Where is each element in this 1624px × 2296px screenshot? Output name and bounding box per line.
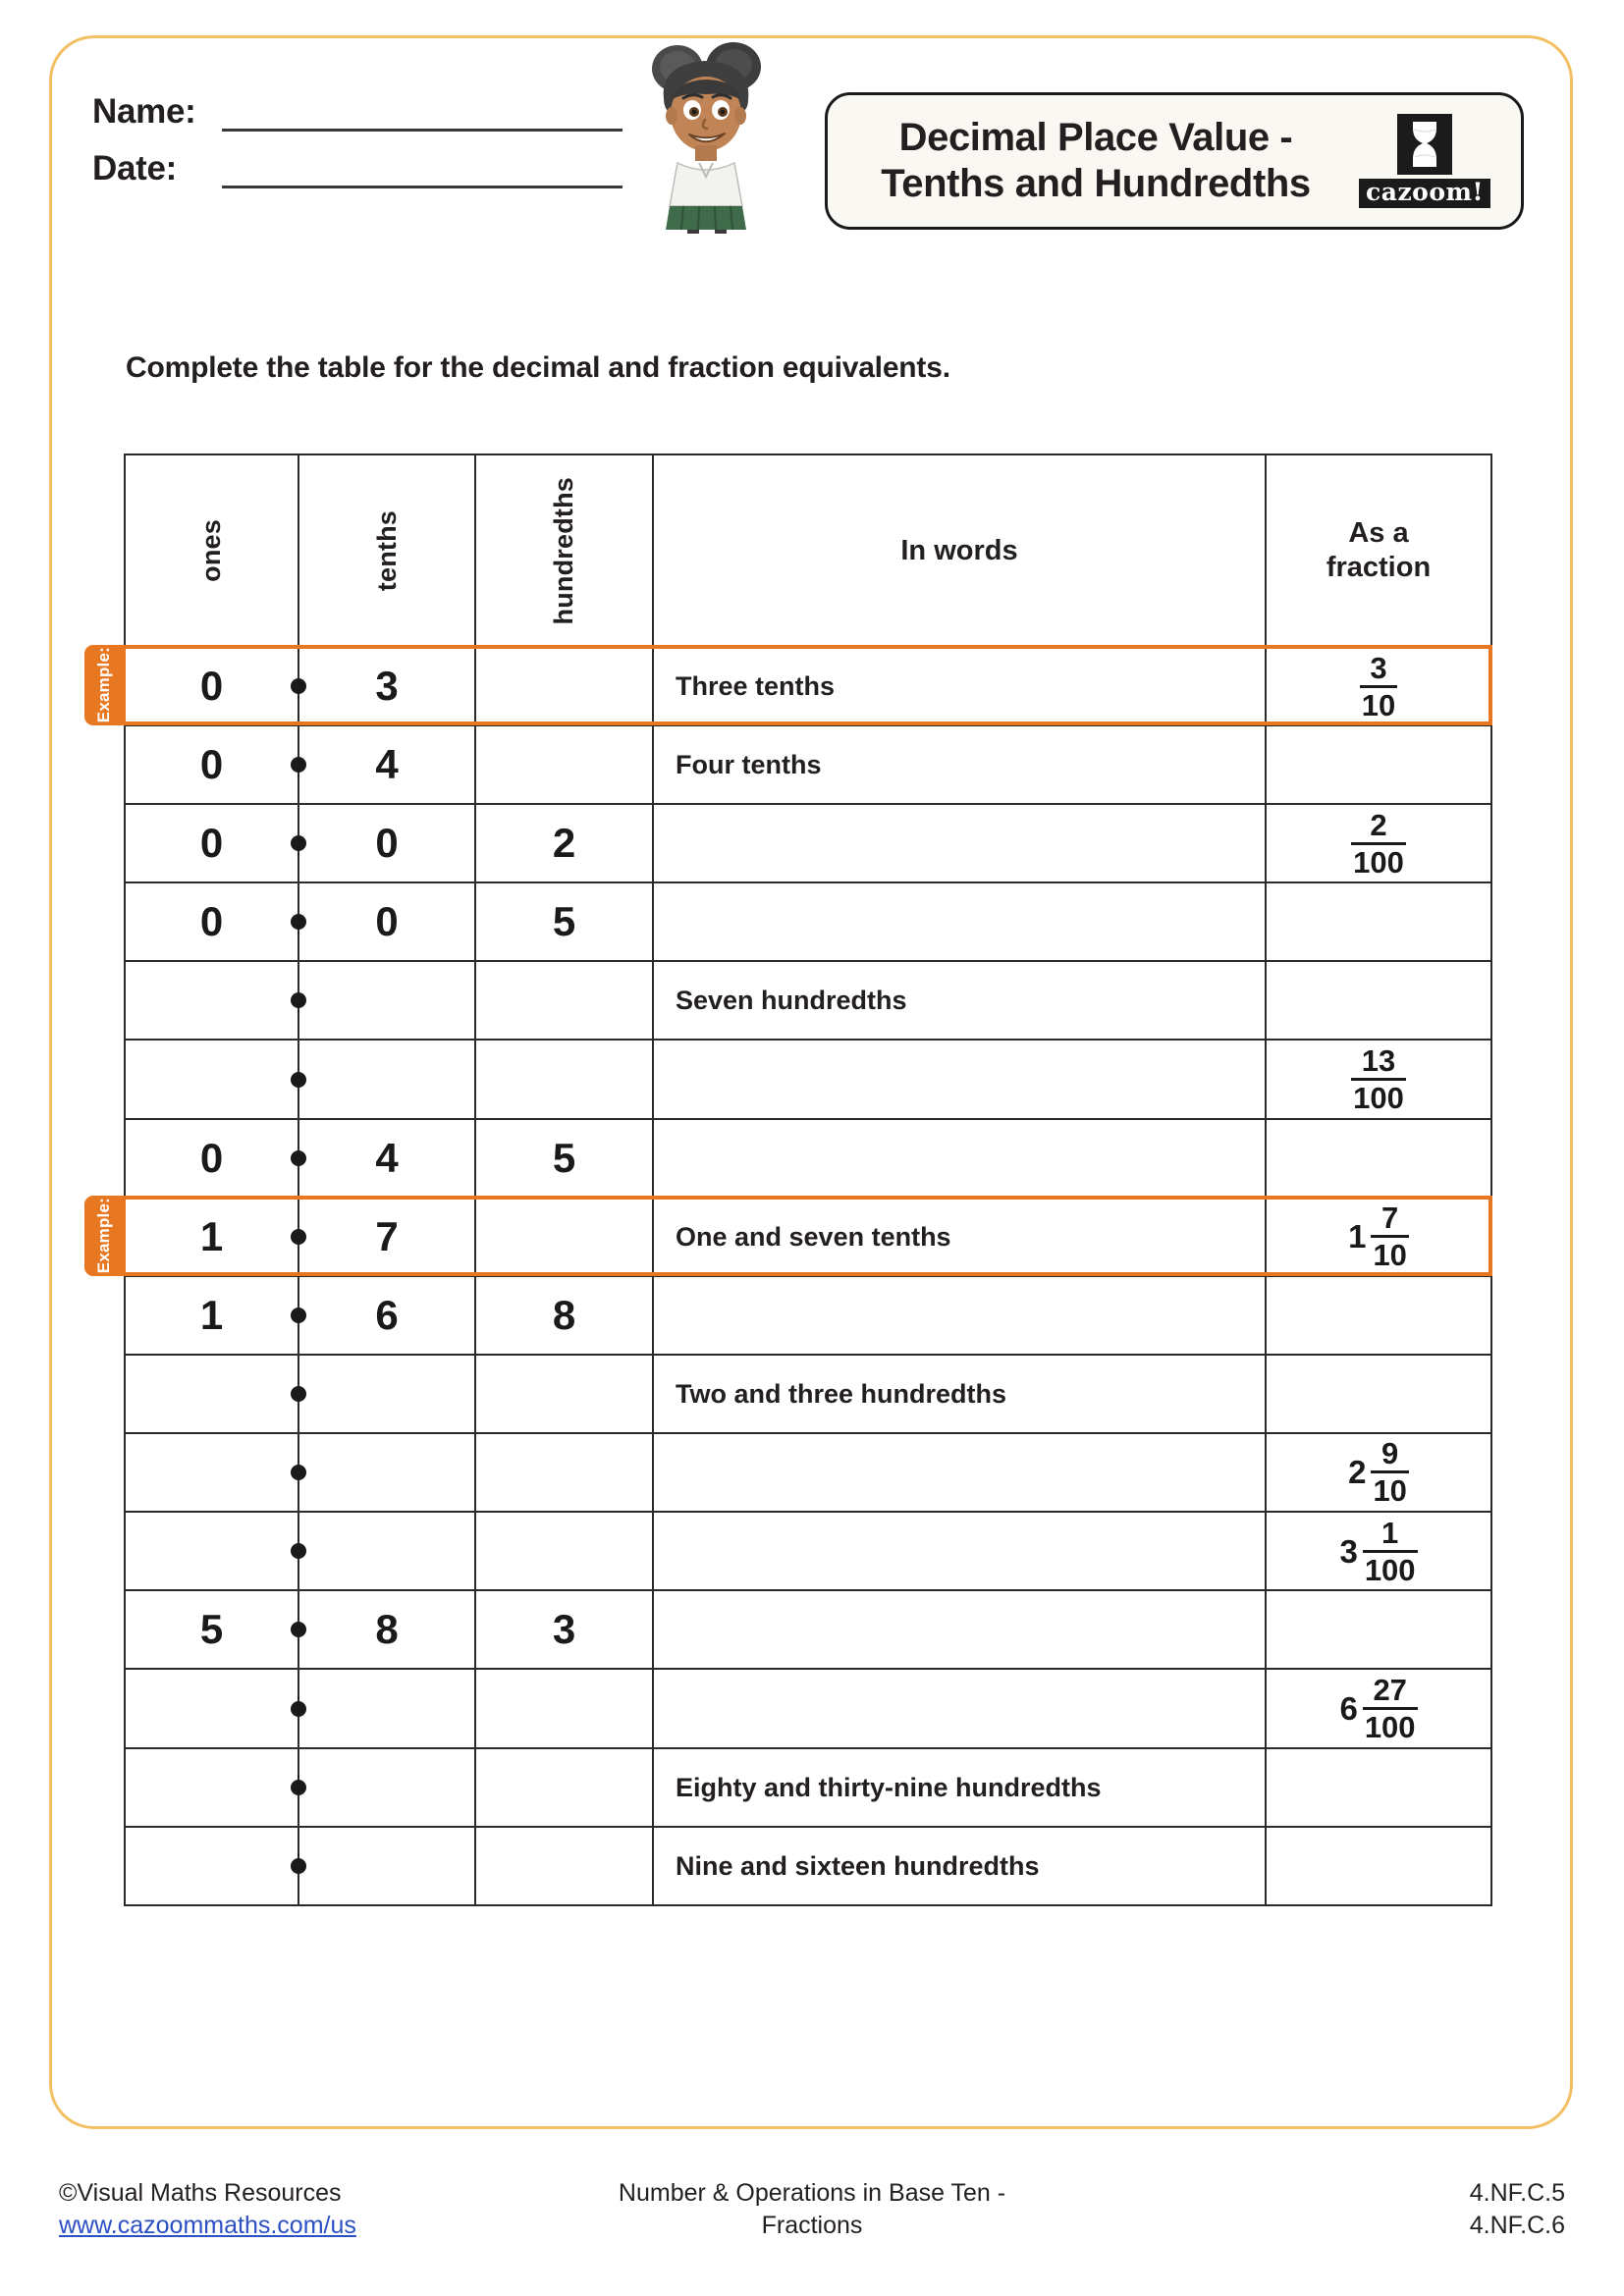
fraction-box: [1351, 805, 1406, 881]
cell-in-words[interactable]: [653, 1512, 1266, 1590]
cell-ones[interactable]: [125, 1590, 298, 1669]
cell-ones[interactable]: [125, 1748, 298, 1827]
table-row: [125, 1198, 1491, 1276]
fraction-denominator: 100: [1364, 1552, 1416, 1587]
hundredths-digit: 5: [552, 898, 576, 945]
fraction-value: [1267, 1434, 1490, 1511]
cell-hundredths[interactable]: [475, 1827, 653, 1905]
place-value-table: [124, 454, 1492, 1906]
cell-as-fraction[interactable]: [1266, 725, 1491, 804]
cell-in-words[interactable]: [653, 1119, 1266, 1198]
cell-ones[interactable]: [125, 647, 298, 725]
hundredths-digit: 3: [552, 1606, 576, 1653]
fraction-box: [1339, 1513, 1417, 1589]
ones-digit: 1: [199, 1212, 224, 1259]
decimal-point-icon: [291, 1386, 306, 1402]
in-words-text: Four tenths: [676, 750, 822, 780]
cell-tenths[interactable]: [298, 1433, 475, 1512]
footer-center: [0, 2177, 1624, 2242]
table-row: [125, 1827, 1491, 1905]
cell-hundredths[interactable]: [475, 1669, 653, 1747]
cell-ones[interactable]: [125, 1669, 298, 1747]
ones-digit: 0: [199, 741, 224, 788]
table-row: [125, 1040, 1491, 1118]
tenths-digit: 6: [375, 1291, 399, 1338]
cell-hundredths[interactable]: [475, 1198, 653, 1276]
cell-as-fraction[interactable]: [1266, 804, 1491, 882]
column-header-in-words: [653, 454, 1266, 647]
fraction-denominator: 100: [1364, 1709, 1416, 1744]
cell-tenths[interactable]: [298, 1040, 475, 1118]
cell-hundredths[interactable]: [475, 1040, 653, 1118]
fraction-numerator: 9: [1381, 1436, 1399, 1471]
cell-ones[interactable]: [125, 1119, 298, 1198]
fraction-stack: [1371, 1436, 1408, 1509]
cell-as-fraction[interactable]: [1266, 1355, 1491, 1433]
table-row: [125, 1748, 1491, 1827]
ones-digit: 0: [199, 898, 224, 945]
table-row: [125, 882, 1491, 961]
cell-hundredths[interactable]: [475, 1433, 653, 1512]
cell-tenths[interactable]: [298, 1827, 475, 1905]
in-words-text: Nine and sixteen hundredths: [676, 1850, 1040, 1881]
standard-domain-line-1: Number & Operations in Base Ten -: [618, 2179, 1006, 2207]
cell-as-fraction[interactable]: [1266, 1040, 1491, 1118]
hourglass-icon: [1397, 114, 1452, 175]
cazoom-logo: [1342, 99, 1507, 223]
cell-hundredths[interactable]: [475, 1355, 653, 1433]
date-input-line[interactable]: [222, 156, 623, 188]
column-header-hundredths: [475, 454, 653, 647]
place-value-table-wrap: [94, 454, 1490, 1906]
cell-in-words[interactable]: [653, 961, 1266, 1040]
cell-hundredths[interactable]: [475, 1748, 653, 1827]
in-words-text: Three tenths: [676, 671, 836, 702]
fraction-stack: [1351, 807, 1406, 880]
cell-tenths[interactable]: [298, 882, 475, 961]
cell-tenths[interactable]: [298, 1119, 475, 1198]
page-title: [828, 115, 1342, 207]
cell-as-fraction[interactable]: [1266, 1590, 1491, 1669]
in-words-text: Eighty and thirty-nine hundredths: [676, 1772, 1102, 1802]
cell-tenths[interactable]: [298, 725, 475, 804]
table-row: [125, 1590, 1491, 1669]
in-words-header-label: In words: [900, 534, 1018, 566]
decimal-point-icon: [291, 1858, 306, 1874]
fraction-box: [1339, 1670, 1417, 1746]
whole-number-part: 2: [1348, 1454, 1367, 1491]
cell-ones[interactable]: [125, 1433, 298, 1512]
column-header-tenths: [298, 454, 475, 647]
title-line-1: Decimal Place Value -: [898, 115, 1293, 159]
cell-in-words[interactable]: [653, 804, 1266, 882]
table-body: [125, 647, 1491, 1905]
fraction-numerator: 13: [1361, 1042, 1396, 1078]
cell-ones[interactable]: [125, 725, 298, 804]
decimal-point-icon: [291, 1150, 306, 1166]
fraction-denominator: 100: [1353, 844, 1404, 880]
fraction-value: [1267, 1041, 1490, 1117]
cell-ones[interactable]: [125, 1276, 298, 1355]
worksheet-title-box: [825, 92, 1524, 230]
cell-hundredths[interactable]: [475, 882, 653, 961]
cell-ones[interactable]: [125, 804, 298, 882]
ones-digit: 0: [199, 820, 224, 867]
date-label: Date:: [92, 149, 178, 187]
fraction-value: [1267, 1199, 1490, 1275]
as-fraction-line-1: As a: [1348, 516, 1409, 549]
cell-in-words[interactable]: [653, 1355, 1266, 1433]
fraction-numerator: 2: [1370, 807, 1387, 842]
hundredths-header-label: hundredths: [549, 476, 578, 625]
tenths-digit: 4: [375, 1134, 399, 1181]
footer-right: [1470, 2177, 1565, 2242]
fraction-stack: [1371, 1201, 1408, 1273]
decimal-point-icon: [291, 1229, 306, 1245]
name-label: Name:: [92, 92, 196, 131]
whole-number-part: 1: [1348, 1218, 1367, 1255]
example-tab: [84, 645, 124, 725]
cell-hundredths[interactable]: [475, 1590, 653, 1669]
fraction-numerator: 1: [1381, 1515, 1399, 1550]
cell-in-words[interactable]: [653, 1040, 1266, 1118]
copyright-text: ©Visual Maths Resources: [59, 2179, 342, 2207]
whole-number-part: 3: [1339, 1532, 1358, 1570]
tenths-header-label: tenths: [371, 509, 402, 592]
cell-in-words[interactable]: [653, 1827, 1266, 1905]
fraction-stack: [1363, 1672, 1418, 1744]
as-fraction-header-label: [1326, 516, 1431, 586]
example-tab-label: Example:: [94, 647, 113, 723]
cell-ones[interactable]: [125, 961, 298, 1040]
standard-domain-line-2: Fractions: [761, 2212, 863, 2239]
cell-ones[interactable]: [125, 1198, 298, 1276]
fraction-box: [1360, 648, 1397, 724]
cell-ones[interactable]: [125, 1355, 298, 1433]
table-row: [125, 804, 1491, 882]
tenths-digit: 3: [375, 663, 399, 710]
cell-tenths[interactable]: [298, 1355, 475, 1433]
cell-as-fraction[interactable]: [1266, 1198, 1491, 1276]
decimal-point-icon: [291, 1465, 306, 1480]
fraction-denominator: 10: [1373, 1238, 1407, 1273]
fraction-stack: [1360, 650, 1397, 722]
fraction-stack: [1363, 1515, 1418, 1587]
tenths-digit: 7: [375, 1212, 399, 1259]
fraction-denominator: 100: [1353, 1080, 1404, 1115]
table-row: [125, 1669, 1491, 1747]
cell-as-fraction[interactable]: [1266, 961, 1491, 1040]
cell-as-fraction[interactable]: [1266, 647, 1491, 725]
cell-ones[interactable]: [125, 1827, 298, 1905]
cell-in-words[interactable]: [653, 1433, 1266, 1512]
fraction-numerator: 27: [1373, 1672, 1407, 1707]
whole-number-part: 6: [1339, 1689, 1358, 1727]
cell-as-fraction[interactable]: [1266, 1827, 1491, 1905]
cell-tenths[interactable]: [298, 1748, 475, 1827]
fraction-value: [1267, 648, 1490, 724]
website-link[interactable]: www.cazoommaths.com/us: [59, 2212, 356, 2239]
hundredths-digit: 5: [552, 1134, 576, 1181]
hundredths-digit: 2: [552, 820, 576, 867]
cell-hundredths[interactable]: [475, 804, 653, 882]
example-tab-label: Example:: [94, 1198, 113, 1274]
fraction-box: [1351, 1041, 1406, 1117]
table-header-row: [125, 454, 1491, 647]
table-row: [125, 1276, 1491, 1355]
worksheet-header: [49, 35, 1573, 300]
in-words-text: Seven hundredths: [676, 986, 907, 1016]
column-header-as-fraction: [1266, 454, 1491, 647]
fraction-value: [1267, 805, 1490, 881]
decimal-point-icon: [291, 1308, 306, 1323]
cell-in-words[interactable]: [653, 1276, 1266, 1355]
table-row: [125, 1512, 1491, 1590]
ones-digit: 0: [199, 663, 224, 710]
cell-as-fraction[interactable]: [1266, 882, 1491, 961]
name-input-line[interactable]: [222, 99, 623, 132]
fraction-denominator: 10: [1361, 687, 1396, 722]
decimal-point-icon: [291, 1701, 306, 1717]
cell-as-fraction[interactable]: [1266, 1119, 1491, 1198]
cell-hundredths[interactable]: [475, 1276, 653, 1355]
ones-digit: 0: [199, 1134, 224, 1181]
fraction-value: [1267, 1513, 1490, 1589]
cell-tenths[interactable]: [298, 961, 475, 1040]
cell-in-words[interactable]: [653, 725, 1266, 804]
table-row: [125, 647, 1491, 725]
cell-tenths[interactable]: [298, 1590, 475, 1669]
decimal-point-icon: [291, 678, 306, 694]
example-tab: [84, 1196, 124, 1276]
in-words-text: Two and three hundredths: [676, 1378, 1006, 1409]
name-date-block: [92, 92, 623, 206]
cell-hundredths[interactable]: [475, 725, 653, 804]
fraction-numerator: 3: [1370, 650, 1387, 685]
cell-tenths[interactable]: [298, 647, 475, 725]
ones-digit: 1: [199, 1291, 224, 1338]
date-row: [92, 149, 623, 188]
cell-ones[interactable]: [125, 1040, 298, 1118]
hundredths-digit: 8: [552, 1291, 576, 1338]
table-row: [125, 1433, 1491, 1512]
cell-in-words[interactable]: [653, 882, 1266, 961]
ones-digit: 5: [199, 1606, 224, 1653]
worksheet-footer: [0, 2177, 1624, 2285]
cell-hundredths[interactable]: [475, 961, 653, 1040]
name-row: [92, 92, 623, 132]
cell-as-fraction[interactable]: [1266, 1276, 1491, 1355]
decimal-point-icon: [291, 1780, 306, 1795]
instruction-text: Complete the table for the decimal and fraction equivalents.: [126, 351, 950, 384]
cell-tenths[interactable]: [298, 804, 475, 882]
cell-tenths[interactable]: [298, 1198, 475, 1276]
column-header-ones: [125, 454, 298, 647]
cell-in-words[interactable]: [653, 1590, 1266, 1669]
cell-tenths[interactable]: [298, 1669, 475, 1747]
cell-ones[interactable]: [125, 882, 298, 961]
cazoom-wordmark: cazoom!: [1359, 179, 1490, 208]
cell-in-words[interactable]: [653, 1748, 1266, 1827]
in-words-text: One and seven tenths: [676, 1221, 951, 1252]
cell-ones[interactable]: [125, 1512, 298, 1590]
fraction-value: [1267, 1670, 1490, 1746]
tenths-digit: 0: [375, 898, 399, 945]
cell-in-words[interactable]: [653, 647, 1266, 725]
standard-code-1: 4.NF.C.5: [1469, 2179, 1565, 2207]
cell-as-fraction[interactable]: [1266, 1512, 1491, 1590]
decimal-point-icon: [291, 1072, 306, 1088]
cell-as-fraction[interactable]: [1266, 1433, 1491, 1512]
cell-hundredths[interactable]: [475, 647, 653, 725]
cell-as-fraction[interactable]: [1266, 1669, 1491, 1747]
cell-as-fraction[interactable]: [1266, 1748, 1491, 1827]
tenths-digit: 0: [375, 820, 399, 867]
ones-header-label: ones: [196, 519, 226, 582]
fraction-denominator: 10: [1373, 1473, 1407, 1509]
fraction-box: [1348, 1199, 1409, 1275]
student-mascot-illustration: [638, 37, 776, 234]
fraction-box: [1348, 1434, 1409, 1511]
cell-tenths[interactable]: [298, 1276, 475, 1355]
cell-in-words[interactable]: [653, 1669, 1266, 1747]
tenths-digit: 4: [375, 741, 399, 788]
title-line-2: Tenths and Hundredths: [881, 162, 1311, 205]
cell-hundredths[interactable]: [475, 1119, 653, 1198]
table-row: [125, 725, 1491, 804]
fraction-stack: [1351, 1042, 1406, 1115]
cell-in-words[interactable]: [653, 1198, 1266, 1276]
table-row: [125, 961, 1491, 1040]
fraction-numerator: 7: [1381, 1201, 1399, 1236]
table-row: [125, 1355, 1491, 1433]
cell-hundredths[interactable]: [475, 1512, 653, 1590]
cell-tenths[interactable]: [298, 1512, 475, 1590]
tenths-digit: 8: [375, 1606, 399, 1653]
as-fraction-line-2: fraction: [1326, 552, 1432, 583]
table-row: [125, 1119, 1491, 1198]
standard-code-2: 4.NF.C.6: [1469, 2212, 1565, 2239]
